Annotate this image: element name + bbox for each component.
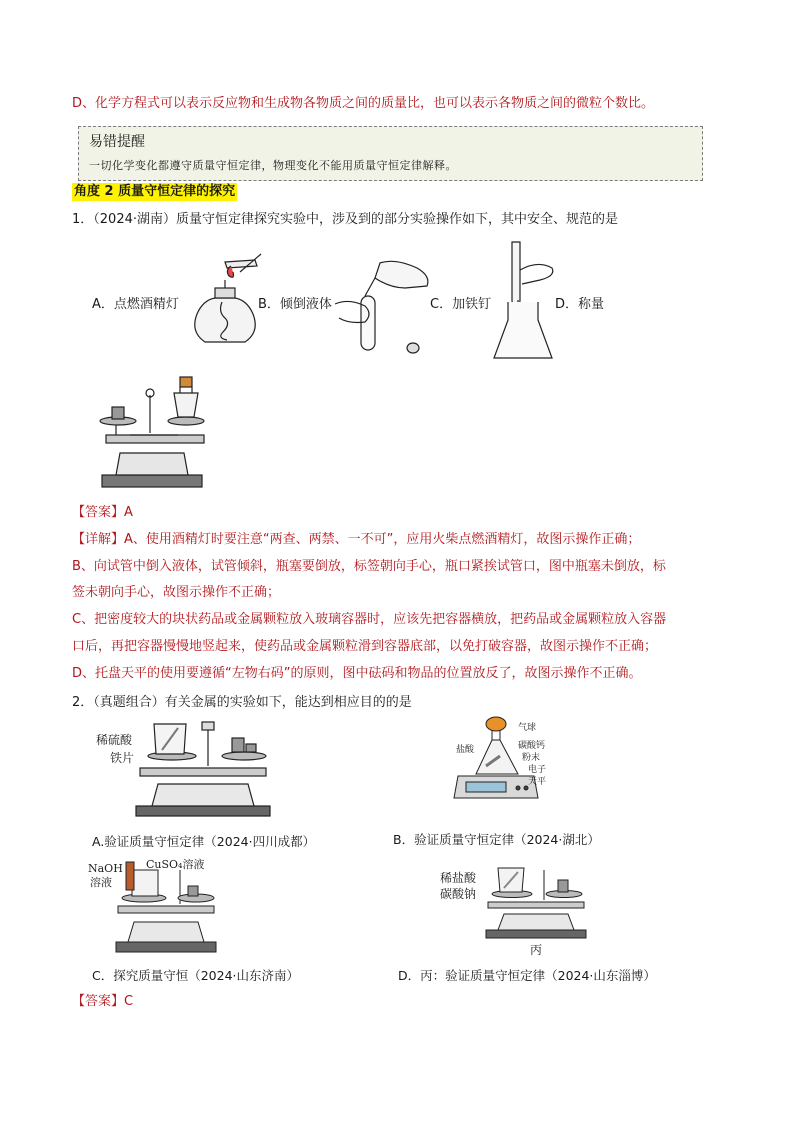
q2-caption-d: D．丙：验证质量守恒定律（2024·山东淄博） [398,968,656,983]
q2-figure-b [452,716,572,816]
answer-1-label: 【答案】 [72,505,125,520]
q1-option-a: A．点燃酒精灯 [92,297,179,312]
label-balloon: 气球 [518,723,537,733]
explain-b-line1: B、向试管中倒入液体，试管倾斜，瓶塞要倒放，标签朝向手心，瓶口紧挨试管口，图中瓶塞未倒放，标 [72,559,666,574]
label-naoh-2: 溶液 [90,876,112,889]
q2-figure-c [88,856,223,956]
q1-option-b: B．倾倒液体 [258,297,332,312]
label-cuso4: CuSO₄溶液 [146,858,205,871]
answer-2-label: 【答案】 [72,994,125,1009]
explain-c-line1: C、把密度较大的块状药品或金属颗粒放入玻璃容器时，应该先把容器横放，把药品或金属颗粒放入容器 [72,612,667,627]
label-iron-sheet: 铁片 [110,751,135,765]
answer-1-value: A [124,505,133,520]
section-heading: 角度 2 质量守恒定律的探究 [74,184,236,199]
alcohol-lamp-figure [185,252,265,347]
label-caco3-1: 碳酸钙 [518,741,546,751]
q2-figure-d [440,862,590,958]
answer-2 [72,992,133,1012]
pour-liquid-figure [335,258,435,358]
q2-caption-b: B．验证质量守恒定律（2024·湖北） [393,832,600,847]
label-scale-2: 天平 [528,777,547,787]
answer-1 [72,503,133,523]
tip-body: 一切化学变化都遵守质量守恒定律，物理变化不能用质量守恒定律解释。 [89,159,457,172]
q2-caption-a: A.验证质量守恒定律（2024·四川成都） [92,834,316,849]
label-dilute-sulfuric-acid: 稀硫酸 [96,733,133,747]
explain-c-line2: 口后，再把容器慢慢地竖起来，使药品或金属颗粒滑到容器底部，以免打破容器，故图示操作不正确； [72,639,658,654]
label-scale-1: 电子 [528,765,547,775]
question-2-stem: 2．（真题组合）有关金属的实验如下，能达到相应目的的是 [72,695,412,710]
tip-title: 易错提醒 [89,134,145,150]
balance-figure [88,375,213,495]
explain-b-line2: 签未朝向手心，故图示操作不正确； [72,585,281,600]
explain-label: 【详解】 [72,532,125,547]
explain-d: D、托盘天平的使用要遵循“左物右码”的原则，图中砝码和物品的位置放反了，故图示操作不正确。 [72,666,642,681]
option-d-statement: D、化学方程式可以表示反应物和生成物各物质之间的质量比，也可以表示各物质之间的微粒个数比。 [72,96,655,111]
explain-a-text: A、使用酒精灯时要注意“两查、两禁、一不可”，应用火柴点燃酒精灯，故图示操作正确； [124,532,641,547]
q2-caption-c: C．探究质量守恒（2024·山东济南） [92,968,300,983]
q1-option-d: D．称量 [555,297,605,312]
label-caco3-2: 粉末 [522,753,541,763]
label-dilute-hcl: 稀盐酸 [440,871,477,885]
label-hcl-b: 盐酸 [456,745,475,755]
label-naoh-1: NaOH [88,862,123,875]
explain-a [72,530,640,550]
q2-figure-a [96,716,276,818]
question-1-stem: 1．（2024·湖南）质量守恒定律探究实验中，涉及到的部分实验操作如下，其中安全、规范的是 [72,212,618,227]
answer-2-value: C [124,994,134,1009]
error-tip-box [78,126,703,181]
label-bing: 丙 [530,943,543,957]
add-nail-figure [490,240,560,365]
q1-option-c: C．加铁钉 [430,297,492,312]
label-sodium-carbonate: 碳酸钠 [440,887,477,901]
